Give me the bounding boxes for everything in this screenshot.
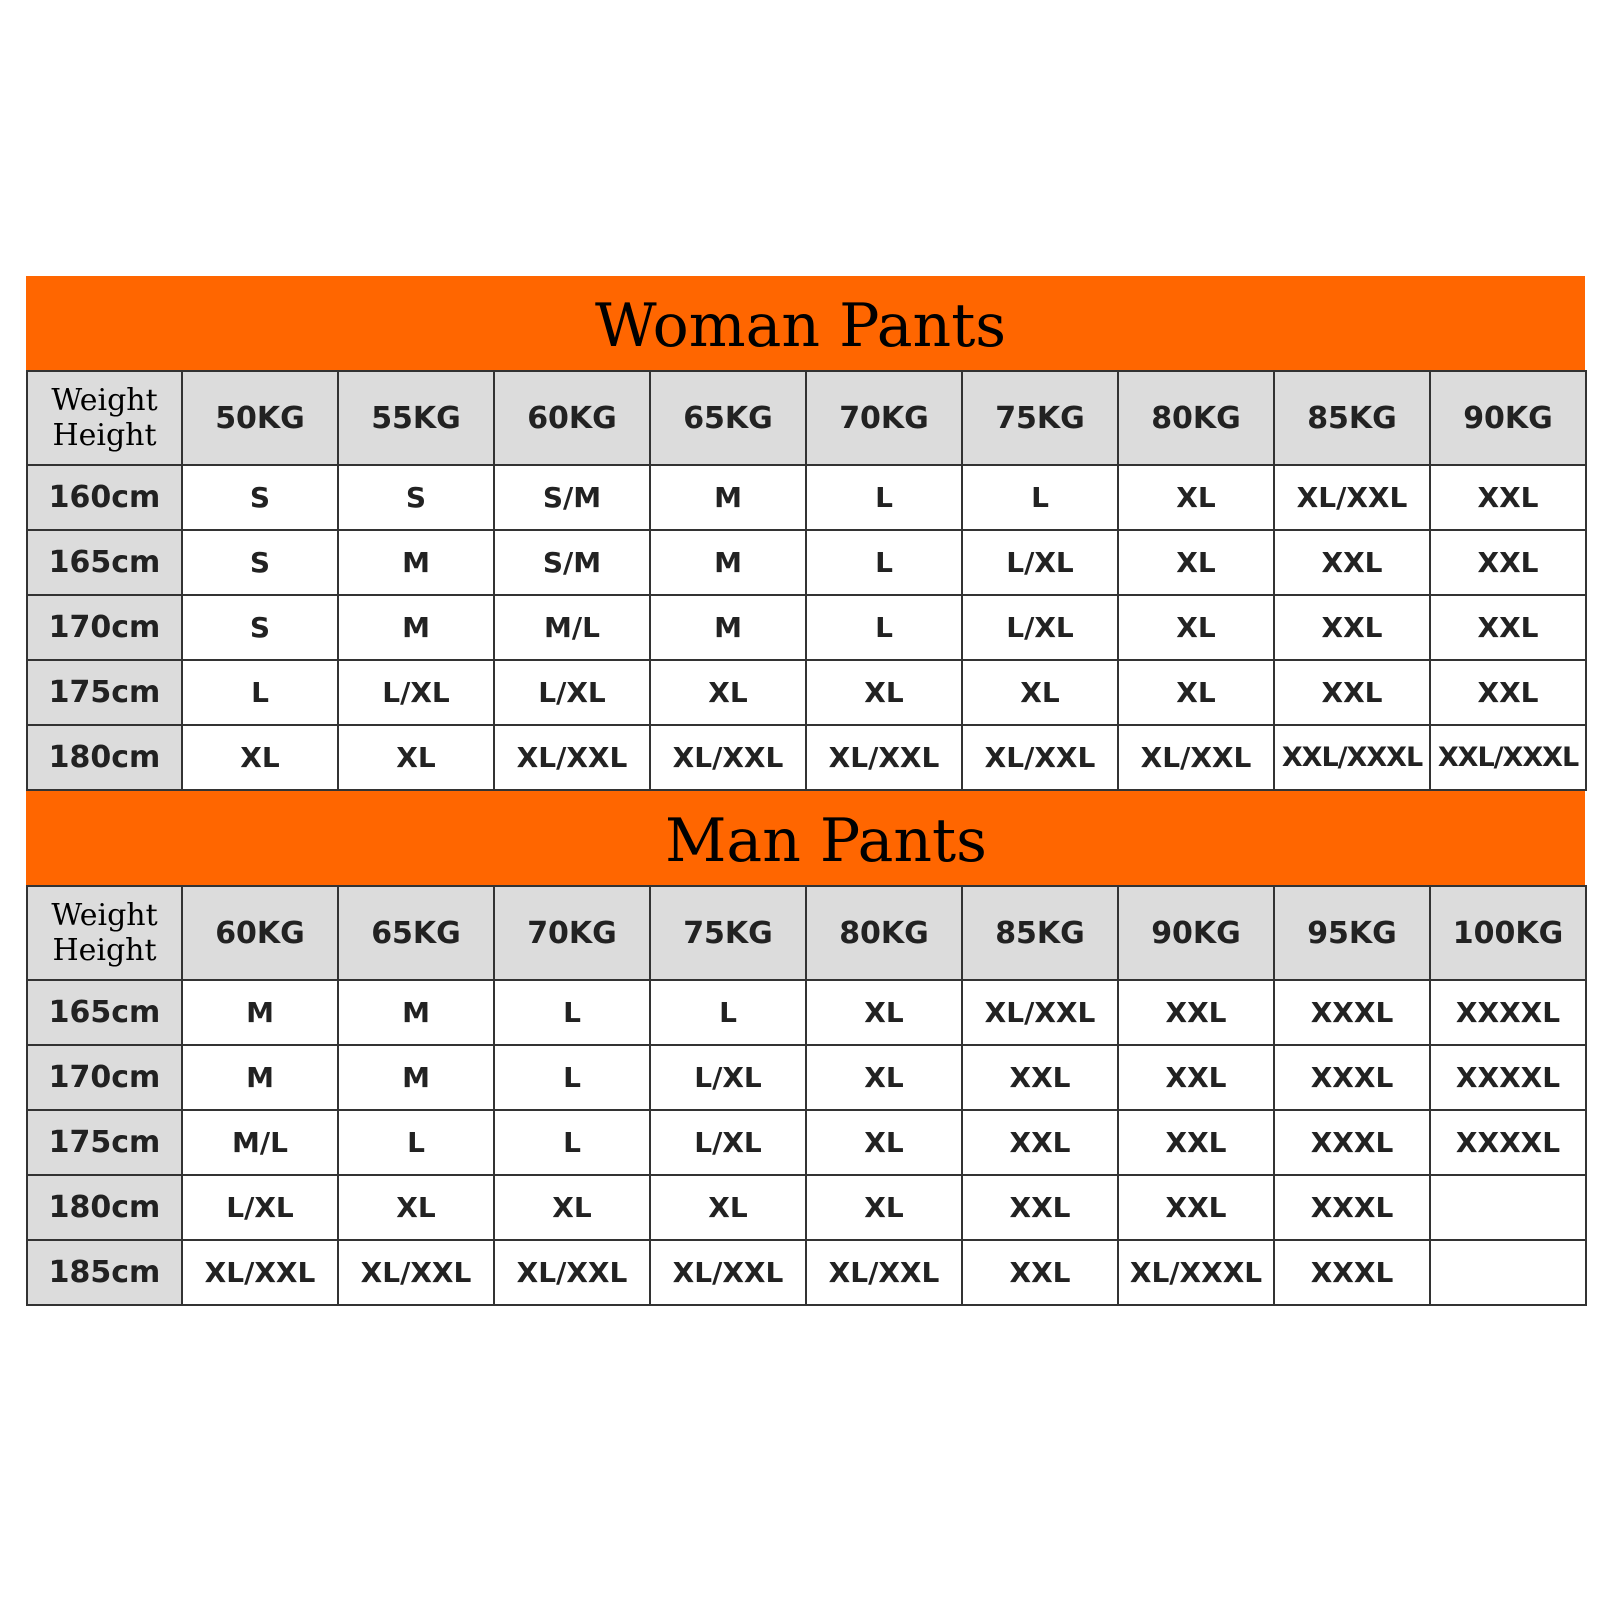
table-row xyxy=(27,725,1586,790)
size-cell: XL xyxy=(338,725,494,790)
size-cell: L xyxy=(962,465,1118,530)
weight-header-cell: 65KG xyxy=(650,371,806,465)
size-cell: L xyxy=(806,595,962,660)
size-cell: XXL xyxy=(1118,1110,1274,1175)
height-cell: 175cm xyxy=(27,660,182,725)
woman-pants-title: Woman Pants xyxy=(595,291,1007,361)
size-cell: XXL xyxy=(1274,595,1430,660)
man-pants-title: Man Pants xyxy=(665,806,987,876)
weight-header-cell: 65KG xyxy=(338,886,494,980)
corner-cell xyxy=(27,886,182,980)
size-cell: XL xyxy=(806,980,962,1045)
size-cell: L xyxy=(182,660,338,725)
size-cell: XXL/XXXL xyxy=(1274,725,1430,790)
weight-header-cell: 50KG xyxy=(182,371,338,465)
size-cell: L xyxy=(650,980,806,1045)
size-cell: L/XL xyxy=(182,1175,338,1240)
table-row xyxy=(27,1175,1586,1240)
table-row xyxy=(27,530,1586,595)
weight-header-cell: 95KG xyxy=(1274,886,1430,980)
height-cell: 170cm xyxy=(27,595,182,660)
size-cell: M xyxy=(650,465,806,530)
size-cell: XXL xyxy=(962,1110,1118,1175)
size-cell: XL xyxy=(650,660,806,725)
weight-header-cell: 70KG xyxy=(806,371,962,465)
size-cell: XL xyxy=(806,1175,962,1240)
size-cell: XL/XXL xyxy=(806,725,962,790)
size-cell: XXL xyxy=(962,1240,1118,1305)
size-cell: L xyxy=(494,980,650,1045)
size-cell: XXL/XXXL xyxy=(1430,725,1586,790)
size-cell: S xyxy=(182,465,338,530)
size-cell: M xyxy=(650,595,806,660)
size-cell: XL xyxy=(806,660,962,725)
size-cell: XL xyxy=(1118,530,1274,595)
size-cell: L xyxy=(806,465,962,530)
size-chart xyxy=(26,276,1585,1306)
height-cell: 165cm xyxy=(27,980,182,1045)
size-cell: S xyxy=(338,465,494,530)
size-cell: L/XL xyxy=(494,660,650,725)
size-cell: XXXL xyxy=(1274,1110,1430,1175)
height-label: Height xyxy=(52,933,157,968)
weight-header-cell: 70KG xyxy=(494,886,650,980)
weight-header-cell: 60KG xyxy=(182,886,338,980)
weight-header-cell: 85KG xyxy=(1274,371,1430,465)
size-cell: XL xyxy=(1118,660,1274,725)
table-row xyxy=(27,1045,1586,1110)
size-cell: XXL xyxy=(1430,595,1586,660)
size-cell: M xyxy=(182,1045,338,1110)
weight-header-cell: 75KG xyxy=(962,371,1118,465)
size-cell xyxy=(1430,1240,1586,1305)
height-label: Height xyxy=(52,418,157,453)
size-cell: XXL xyxy=(1274,530,1430,595)
weight-header-cell: 75KG xyxy=(650,886,806,980)
size-cell: XL xyxy=(650,1175,806,1240)
size-cell: S/M xyxy=(494,530,650,595)
weight-header-cell: 85KG xyxy=(962,886,1118,980)
size-cell: XXL xyxy=(1118,1175,1274,1240)
size-cell: XL/XXL xyxy=(182,1240,338,1305)
weight-header-cell: 55KG xyxy=(338,371,494,465)
size-cell: XL xyxy=(1118,465,1274,530)
size-cell: M xyxy=(338,980,494,1045)
size-cell: S xyxy=(182,530,338,595)
size-cell xyxy=(1430,1175,1586,1240)
height-cell: 170cm xyxy=(27,1045,182,1110)
size-cell: L/XL xyxy=(962,595,1118,660)
size-cell: L/XL xyxy=(338,660,494,725)
weight-header-cell: 90KG xyxy=(1430,371,1586,465)
size-cell: XXL xyxy=(1118,980,1274,1045)
size-cell: XL/XXL xyxy=(494,725,650,790)
size-cell: XL/XXL xyxy=(962,980,1118,1045)
size-cell: XL/XXL xyxy=(338,1240,494,1305)
size-cell: L xyxy=(806,530,962,595)
size-cell: XL xyxy=(494,1175,650,1240)
man-size-table xyxy=(26,885,1587,1306)
size-cell: XXL xyxy=(1118,1045,1274,1110)
size-cell: XXL xyxy=(1430,660,1586,725)
size-cell: XL xyxy=(806,1045,962,1110)
size-cell: XXL xyxy=(1274,660,1430,725)
woman-pants-banner xyxy=(26,276,1585,370)
size-cell: M xyxy=(650,530,806,595)
table-row xyxy=(27,660,1586,725)
size-cell: M xyxy=(338,530,494,595)
size-cell: XL/XXL xyxy=(650,1240,806,1305)
size-cell: XL/XXL xyxy=(806,1240,962,1305)
table-header-row xyxy=(27,371,1586,465)
size-cell: XXXL xyxy=(1274,1240,1430,1305)
table-row xyxy=(27,1240,1586,1305)
weight-header-cell: 80KG xyxy=(806,886,962,980)
table-row xyxy=(27,595,1586,660)
height-cell: 185cm xyxy=(27,1240,182,1305)
size-cell: S/M xyxy=(494,465,650,530)
size-cell: XXXL xyxy=(1274,1175,1430,1240)
weight-label: Weight xyxy=(51,898,158,933)
size-cell: L xyxy=(338,1110,494,1175)
table-row xyxy=(27,980,1586,1045)
weight-header-cell: 100KG xyxy=(1430,886,1586,980)
table-row xyxy=(27,465,1586,530)
height-cell: 180cm xyxy=(27,1175,182,1240)
corner-cell xyxy=(27,371,182,465)
size-cell: L xyxy=(494,1045,650,1110)
size-cell: XL xyxy=(806,1110,962,1175)
size-cell: XL/XXL xyxy=(494,1240,650,1305)
size-cell: XXL xyxy=(1430,465,1586,530)
size-cell: M xyxy=(338,1045,494,1110)
table-row xyxy=(27,1110,1586,1175)
weight-header-cell: 80KG xyxy=(1118,371,1274,465)
size-cell: XXXXL xyxy=(1430,1110,1586,1175)
size-cell: L/XL xyxy=(962,530,1118,595)
man-pants-banner xyxy=(26,791,1585,885)
size-cell: XXL xyxy=(1430,530,1586,595)
size-cell: M/L xyxy=(182,1110,338,1175)
size-cell: M/L xyxy=(494,595,650,660)
size-cell: L/XL xyxy=(650,1045,806,1110)
size-cell: XL/XXL xyxy=(962,725,1118,790)
size-cell: S xyxy=(182,595,338,660)
height-cell: 160cm xyxy=(27,465,182,530)
size-cell: M xyxy=(182,980,338,1045)
height-cell: 175cm xyxy=(27,1110,182,1175)
size-cell: XL/XXL xyxy=(650,725,806,790)
size-cell: M xyxy=(338,595,494,660)
weight-header-cell: 90KG xyxy=(1118,886,1274,980)
size-cell: XXL xyxy=(962,1045,1118,1110)
size-cell: XL xyxy=(338,1175,494,1240)
size-cell: L/XL xyxy=(650,1110,806,1175)
height-cell: 180cm xyxy=(27,725,182,790)
size-cell: XXL xyxy=(962,1175,1118,1240)
size-cell: XXXL xyxy=(1274,1045,1430,1110)
size-cell: XL/XXL xyxy=(1118,725,1274,790)
size-cell: XL/XXL xyxy=(1274,465,1430,530)
size-cell: XXXL xyxy=(1274,980,1430,1045)
weight-label: Weight xyxy=(51,383,158,418)
woman-size-table xyxy=(26,370,1587,791)
size-cell: XXXXL xyxy=(1430,980,1586,1045)
table-header-row xyxy=(27,886,1586,980)
size-cell: XL xyxy=(1118,595,1274,660)
weight-header-cell: 60KG xyxy=(494,371,650,465)
size-cell: XL xyxy=(962,660,1118,725)
size-cell: XL xyxy=(182,725,338,790)
size-cell: XL/XXXL xyxy=(1118,1240,1274,1305)
size-cell: XXXXL xyxy=(1430,1045,1586,1110)
height-cell: 165cm xyxy=(27,530,182,595)
size-cell: L xyxy=(494,1110,650,1175)
